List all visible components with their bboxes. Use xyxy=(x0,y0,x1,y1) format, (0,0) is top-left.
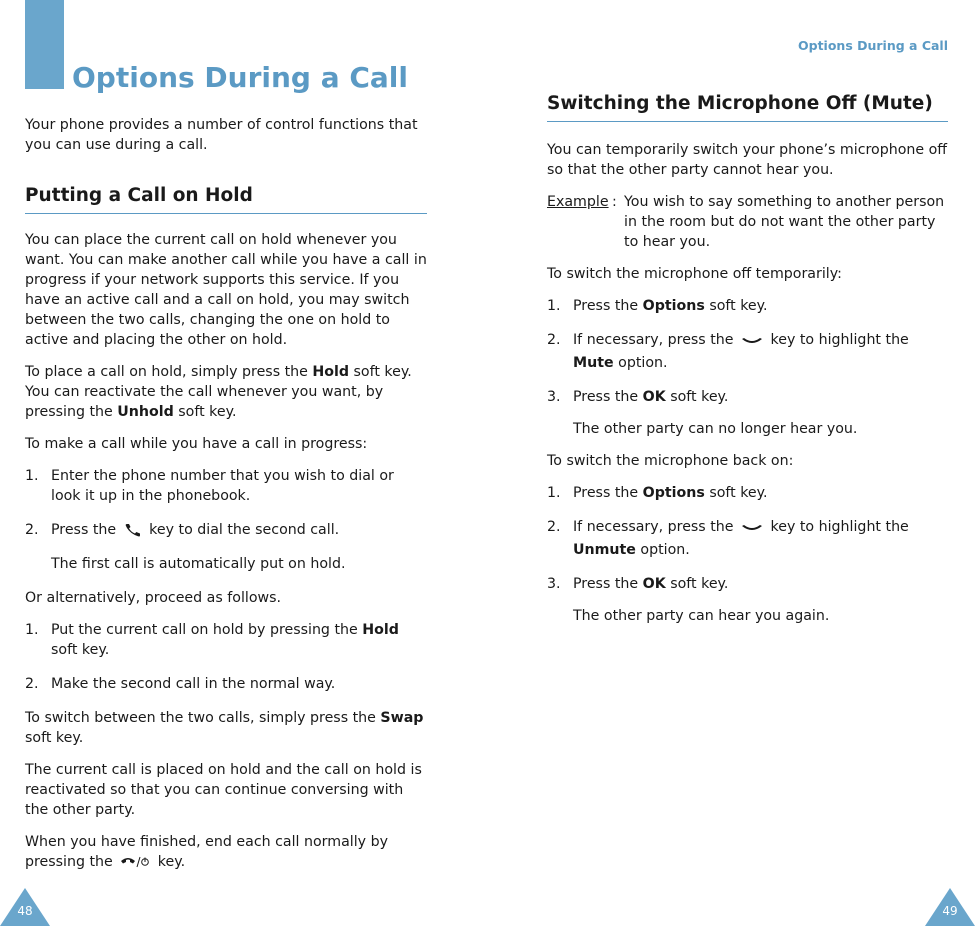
hold-paragraph-7: When you have finished, end each call normally by pressing the key. xyxy=(25,832,427,875)
mute-paragraph-1: You can temporarily switch your phone’s microphone off so that the other party cannot hear you. xyxy=(547,142,948,178)
left-column xyxy=(25,115,427,887)
page-number-badge xyxy=(0,886,50,926)
swap-softkey-label: Swap xyxy=(380,710,424,726)
hold-paragraph-3: To make a call while you have a call in progress: xyxy=(25,436,368,452)
unhold-softkey-label: Unhold xyxy=(117,404,174,420)
page-number: 49 xyxy=(942,904,958,918)
right-page xyxy=(487,0,975,926)
hold-paragraph-4: Or alternatively, proceed as follows. xyxy=(25,590,282,606)
page-number: 48 xyxy=(17,904,33,918)
list-item: 3. Press the OK soft key. xyxy=(547,389,729,405)
mute-on-note: The other party can hear you again. xyxy=(573,608,830,624)
left-page xyxy=(0,0,487,926)
mute-paragraph-3: To switch the microphone back on: xyxy=(547,453,794,469)
steps-mute-off xyxy=(547,296,948,407)
nav-down-key-icon xyxy=(741,520,763,540)
list-item: 3. Press the OK soft key. xyxy=(547,576,729,592)
example-block: Example : You wish to say something to another person in the room but do not want the other party to hear you. xyxy=(547,192,948,252)
list-item: 1. Press the Options soft key. xyxy=(547,485,768,501)
example-text: You wish to say something to another person in the room but do not want the other party to hear you. xyxy=(624,194,945,250)
hold-paragraph-1: You can place the current call on hold whenever you want. You can make another call while you have a call in progress if your network supports this service. If you have an active call and a call on hold, you may switch between the two calls, changing the one on hold to active and placing the other on hold. xyxy=(25,232,427,348)
list-item: 2. If necessary, press the key to highlight the Mute option. xyxy=(547,332,909,371)
steps-alternative xyxy=(25,620,427,694)
hold-paragraph-2: To place a call on hold, simply press the Hold soft key. You can reactivate the call whenever you want, by pressing the Unhold soft key. xyxy=(25,364,412,420)
right-column xyxy=(547,91,948,638)
list-item: 2. Press the key to dial the second call. The first call is automatically put on hold. xyxy=(25,522,346,572)
section-title-mute: Switching the Microphone Off (Mute) xyxy=(547,91,948,122)
intro-paragraph: Your phone provides a number of control functions that you can use during a call. xyxy=(25,117,418,153)
list-item: 2. Make the second call in the normal way. xyxy=(25,676,336,692)
mute-paragraph-2: To switch the microphone off temporarily: xyxy=(547,266,842,282)
page-number-badge xyxy=(925,886,975,926)
end-power-icon xyxy=(120,855,150,875)
hold-paragraph-5: To switch between the two calls, simply press the Swap soft key. xyxy=(25,710,424,746)
steps-mute-on xyxy=(547,483,948,594)
mute-off-note: The other party can no longer hear you. xyxy=(573,421,858,437)
example-label: Example xyxy=(547,194,609,210)
steps-second-call xyxy=(25,466,427,574)
hold-softkey-label: Hold xyxy=(312,364,350,380)
hold-paragraph-6: The current call is placed on hold and the call on hold is reactivated so that you can continue conversing with the other party. xyxy=(25,762,422,818)
list-item: 1. Press the Options soft key. xyxy=(547,298,768,314)
send-call-icon xyxy=(124,523,142,543)
list-item: 1. Enter the phone number that you wish to dial or look it up in the phonebook. xyxy=(25,468,394,504)
chapter-title: Options During a Call xyxy=(72,61,408,94)
nav-down-key-icon xyxy=(741,333,763,353)
list-item: 1. Put the current call on hold by pressing the Hold soft key. xyxy=(25,622,399,658)
section-title-hold: Putting a Call on Hold xyxy=(25,183,427,214)
chapter-title-bar xyxy=(25,0,64,89)
list-item: 2. If necessary, press the key to highlight the Unmute option. xyxy=(547,519,909,558)
running-header: Options During a Call xyxy=(798,38,948,53)
